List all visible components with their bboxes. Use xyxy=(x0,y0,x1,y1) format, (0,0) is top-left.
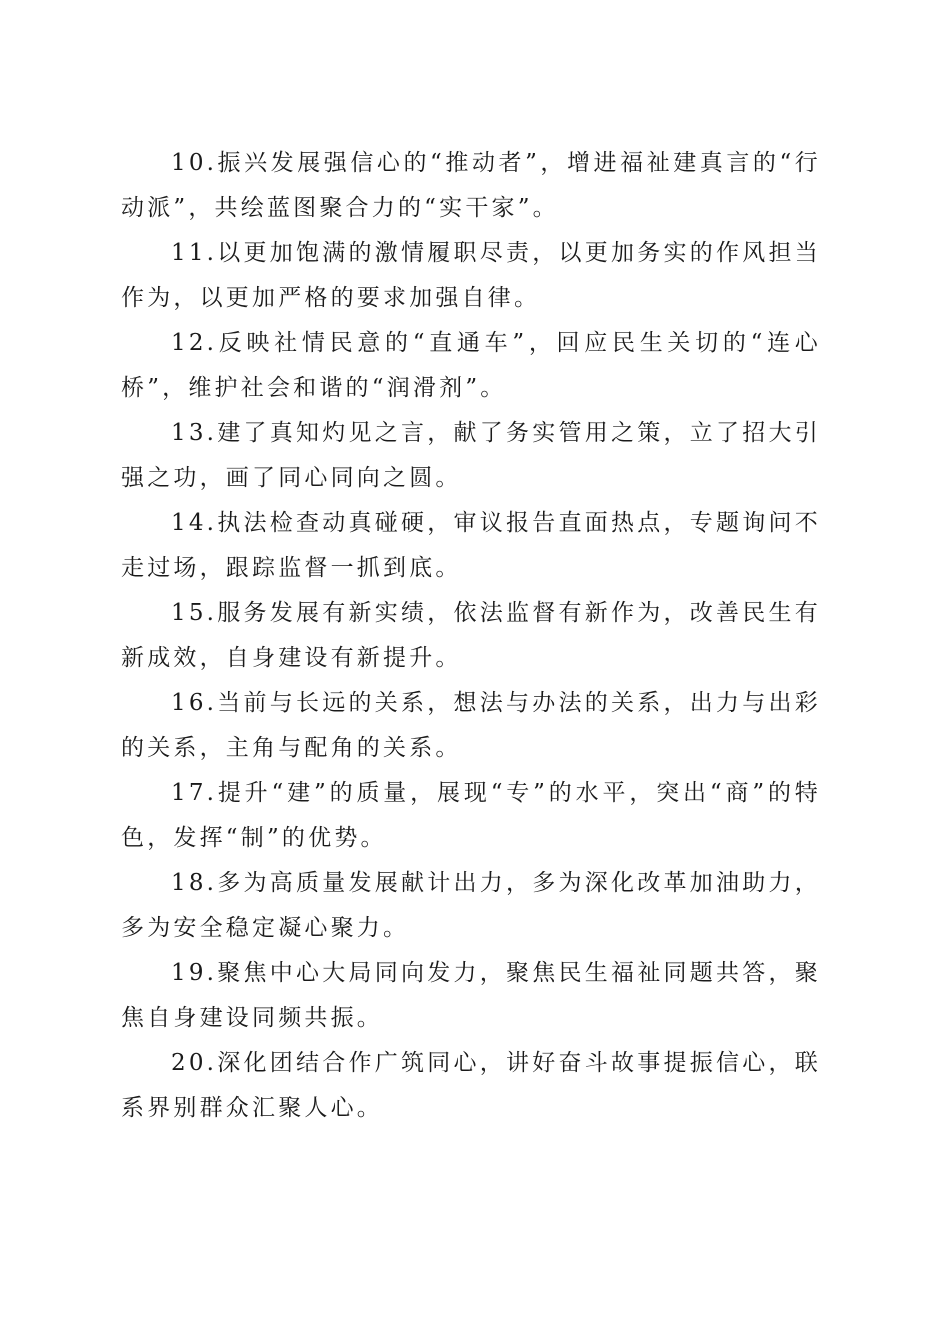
document-body xyxy=(121,141,821,1131)
paragraph-item-15: 15.服务发展有新实绩，依法监督有新作为，改善民生有新成效，自身建设有新提升。 xyxy=(121,600,821,671)
paragraph-item-10: 10.振兴发展强信心的“推动者”，增进福祉建真言的“行动派”，共绘蓝图聚合力的“实干家”。 xyxy=(121,150,821,221)
paragraph-item-14: 14.执法检查动真碰硬，审议报告直面热点，专题询问不走过场，跟踪监督一抓到底。 xyxy=(121,510,821,581)
paragraph-item-11: 11.以更加饱满的激情履职尽责，以更加务实的作风担当作为，以更加严格的要求加强自律。 xyxy=(121,240,821,311)
paragraph-item-13: 13.建了真知灼见之言，献了务实管用之策，立了招大引强之功，画了同心同向之圆。 xyxy=(121,420,821,491)
paragraph-item-16: 16.当前与长远的关系，想法与办法的关系，出力与出彩的关系，主角与配角的关系。 xyxy=(121,690,821,761)
paragraph-item-18: 18.多为高质量发展献计出力，多为深化改革加油助力，多为安全稳定凝心聚力。 xyxy=(121,870,821,941)
paragraph-item-17: 17.提升“建”的质量，展现“专”的水平，突出“商”的特色，发挥“制”的优势。 xyxy=(121,780,821,851)
paragraph-item-12: 12.反映社情民意的“直通车”，回应民生关切的“连心桥”，维护社会和谐的“润滑剂”。 xyxy=(121,330,821,401)
paragraph-item-19: 19.聚焦中心大局同向发力，聚焦民生福祉同题共答，聚焦自身建设同频共振。 xyxy=(121,960,821,1031)
paragraph-item-20: 20.深化团结合作广筑同心，讲好奋斗故事提振信心，联系界别群众汇聚人心。 xyxy=(121,1050,821,1121)
